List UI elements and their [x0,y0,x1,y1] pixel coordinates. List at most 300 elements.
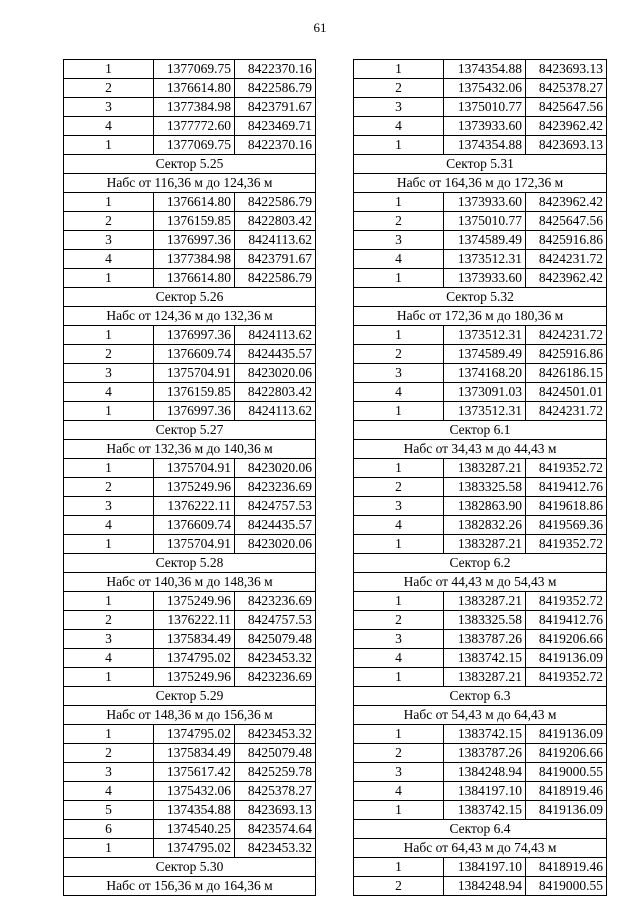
coord-x: 1375834.49 [154,744,235,763]
coord-y: 8424231.72 [526,402,607,421]
point-row [354,725,607,744]
point-row [354,497,607,516]
coord-x: 1375617.42 [154,763,235,782]
sector-title: Сектор 6.1 [354,421,607,440]
point-row [64,630,316,649]
point-number: 2 [354,744,444,763]
range-row [354,706,607,725]
coord-y: 8424113.62 [235,231,316,250]
point-row [64,117,316,136]
sector-row [354,687,607,706]
sector-row [354,421,607,440]
coord-x: 1375704.91 [154,535,235,554]
point-row [64,801,316,820]
point-number: 2 [64,79,154,98]
coord-y: 8422586.79 [235,79,316,98]
point-row [64,98,316,117]
coord-x: 1373933.60 [444,193,526,212]
point-number: 1 [354,269,444,288]
point-row [64,497,316,516]
coord-x: 1376609.74 [154,516,235,535]
height-range: Набс от 164,36 м до 172,36 м [354,174,607,193]
point-number: 3 [64,98,154,117]
height-range: Набс от 116,36 м до 124,36 м [64,174,316,193]
height-range: Набс от 64,43 м до 74,43 м [354,839,607,858]
point-row [354,402,607,421]
coord-x: 1377772.60 [154,117,235,136]
page-number: 61 [313,20,327,35]
point-number: 4 [354,383,444,402]
range-row [354,839,607,858]
point-number: 5 [64,801,154,820]
sector-title: Сектор 5.25 [64,155,316,174]
point-number: 1 [354,535,444,554]
point-row [354,649,607,668]
coord-x: 1375249.96 [154,592,235,611]
coord-x: 1376614.80 [154,269,235,288]
point-number: 3 [64,630,154,649]
coord-y: 8422370.16 [235,60,316,79]
coord-x: 1382863.90 [444,497,526,516]
point-row [64,79,316,98]
point-row [64,193,316,212]
point-row [354,60,607,79]
coord-y: 8423693.13 [526,60,607,79]
point-number: 1 [64,269,154,288]
point-row [64,212,316,231]
height-range: Набс от 124,36 м до 132,36 м [64,307,316,326]
coord-y: 8419618.86 [526,497,607,516]
coord-x: 1374795.02 [154,839,235,858]
point-row [64,611,316,630]
sector-row [354,820,607,839]
coord-x: 1375010.77 [444,98,526,117]
coord-x: 1374589.49 [444,231,526,250]
point-row [354,592,607,611]
coord-x: 1376997.36 [154,402,235,421]
point-row [354,193,607,212]
height-range: Набс от 148,36 м до 156,36 м [64,706,316,725]
coord-y: 8424757.53 [235,611,316,630]
coord-x: 1373512.31 [444,402,526,421]
coord-y: 8418919.46 [526,782,607,801]
coord-x: 1384248.94 [444,877,526,896]
coord-y: 8422586.79 [235,193,316,212]
sector-title: Сектор 5.32 [354,288,607,307]
sector-title: Сектор 6.2 [354,554,607,573]
point-row [354,630,607,649]
point-row [354,269,607,288]
coord-x: 1383742.15 [444,801,526,820]
point-row [64,478,316,497]
point-number: 1 [64,668,154,687]
coord-x: 1383325.58 [444,478,526,497]
coord-x: 1383287.21 [444,592,526,611]
coord-x: 1383742.15 [444,649,526,668]
point-row [354,136,607,155]
coord-x: 1373512.31 [444,250,526,269]
sector-row [64,554,316,573]
coord-y: 8422803.42 [235,212,316,231]
coord-y: 8423020.06 [235,364,316,383]
point-number: 4 [354,649,444,668]
coord-y: 8423236.69 [235,668,316,687]
coord-y: 8423236.69 [235,478,316,497]
height-range: Набс от 54,43 м до 64,43 м [354,706,607,725]
point-row [64,668,316,687]
point-row [354,250,607,269]
range-row [354,440,607,459]
coord-y: 8419569.36 [526,516,607,535]
point-number: 1 [354,459,444,478]
point-number: 3 [354,763,444,782]
coord-x: 1374354.88 [154,801,235,820]
point-number: 1 [354,725,444,744]
coord-y: 8419206.66 [526,630,607,649]
coord-y: 8426186.15 [526,364,607,383]
point-row [64,839,316,858]
point-number: 4 [64,250,154,269]
point-row [64,592,316,611]
coord-x: 1374589.49 [444,345,526,364]
coord-x: 1375704.91 [154,459,235,478]
coord-y: 8425259.78 [235,763,316,782]
coord-x: 1374540.25 [154,820,235,839]
coord-y: 8425378.27 [526,79,607,98]
coord-x: 1376222.11 [154,611,235,630]
coord-y: 8423693.13 [526,136,607,155]
range-row [354,174,607,193]
point-number: 1 [354,60,444,79]
coord-y: 8423020.06 [235,459,316,478]
coordinates-table-left-body [64,60,316,896]
coord-y: 8419352.72 [526,535,607,554]
point-row [354,535,607,554]
coord-x: 1377069.75 [154,136,235,155]
point-number: 3 [64,763,154,782]
point-number: 3 [64,364,154,383]
sector-row [354,554,607,573]
coord-x: 1377384.98 [154,98,235,117]
range-row [64,440,316,459]
point-number: 1 [64,402,154,421]
point-row [354,763,607,782]
coord-y: 8419412.76 [526,611,607,630]
point-number: 1 [354,592,444,611]
coord-x: 1375249.96 [154,478,235,497]
point-number: 3 [64,231,154,250]
range-row [354,573,607,592]
coordinates-table-right [353,59,607,896]
coord-y: 8419412.76 [526,478,607,497]
point-row [354,877,607,896]
point-number: 1 [354,326,444,345]
range-row [64,174,316,193]
coord-y: 8425916.86 [526,231,607,250]
coord-x: 1376997.36 [154,231,235,250]
coord-y: 8419136.09 [526,725,607,744]
coord-y: 8423693.13 [235,801,316,820]
point-row [354,383,607,402]
coord-y: 8418919.46 [526,858,607,877]
coord-x: 1374354.88 [444,60,526,79]
point-number: 2 [64,345,154,364]
coord-x: 1375834.49 [154,630,235,649]
point-number: 1 [64,193,154,212]
coord-y: 8425916.86 [526,345,607,364]
coord-y: 8424113.62 [235,326,316,345]
point-row [64,820,316,839]
point-number: 2 [354,212,444,231]
point-number: 1 [64,326,154,345]
sector-title: Сектор 5.29 [64,687,316,706]
coord-x: 1383287.21 [444,459,526,478]
coord-x: 1375704.91 [154,364,235,383]
point-row [64,535,316,554]
point-row [354,478,607,497]
point-number: 4 [354,250,444,269]
point-number: 4 [64,117,154,136]
coord-y: 8424757.53 [235,497,316,516]
sector-row [64,858,316,877]
point-number: 1 [354,858,444,877]
coord-x: 1383787.26 [444,744,526,763]
coord-y: 8425647.56 [526,98,607,117]
coord-x: 1376614.80 [154,193,235,212]
sector-title: Сектор 6.3 [354,687,607,706]
sector-row [64,288,316,307]
point-number: 1 [64,592,154,611]
point-number: 1 [64,459,154,478]
point-row [354,326,607,345]
point-row [64,250,316,269]
point-number: 4 [64,649,154,668]
point-row [64,459,316,478]
point-number: 4 [354,117,444,136]
point-row [354,611,607,630]
coord-y: 8423962.42 [526,269,607,288]
coord-y: 8425378.27 [235,782,316,801]
coord-x: 1383287.21 [444,668,526,687]
point-row [354,364,607,383]
point-number: 3 [354,364,444,383]
coord-x: 1373933.60 [444,269,526,288]
coord-x: 1383787.26 [444,630,526,649]
coord-y: 8423453.32 [235,839,316,858]
point-row [64,345,316,364]
point-row [64,269,316,288]
coord-y: 8425647.56 [526,212,607,231]
coord-x: 1376997.36 [154,326,235,345]
coord-x: 1376159.85 [154,212,235,231]
coord-y: 8423453.32 [235,725,316,744]
point-row [354,345,607,364]
coordinates-table-right-body [354,60,607,896]
sector-title: Сектор 5.30 [64,858,316,877]
coord-y: 8419352.72 [526,592,607,611]
point-number: 2 [64,611,154,630]
point-number: 2 [354,611,444,630]
sector-title: Сектор 5.26 [64,288,316,307]
point-row [64,136,316,155]
point-number: 4 [64,383,154,402]
coord-y: 8423453.32 [235,649,316,668]
point-row [64,516,316,535]
point-number: 1 [64,535,154,554]
coord-x: 1375010.77 [444,212,526,231]
range-row [64,307,316,326]
coord-x: 1382832.26 [444,516,526,535]
point-number: 3 [354,630,444,649]
coord-x: 1376222.11 [154,497,235,516]
point-number: 1 [354,801,444,820]
point-row [64,364,316,383]
point-row [64,725,316,744]
point-number: 1 [354,193,444,212]
point-row [64,782,316,801]
height-range: Набс от 132,36 м до 140,36 м [64,440,316,459]
coord-x: 1384248.94 [444,763,526,782]
point-row [354,459,607,478]
point-row [64,60,316,79]
point-row [64,383,316,402]
point-row [354,231,607,250]
coord-x: 1374795.02 [154,725,235,744]
point-row [354,212,607,231]
point-number: 3 [354,231,444,250]
coord-y: 8419136.09 [526,801,607,820]
coord-x: 1376159.85 [154,383,235,402]
coord-y: 8423469.71 [235,117,316,136]
sector-title: Сектор 5.27 [64,421,316,440]
coord-y: 8419136.09 [526,649,607,668]
sector-title: Сектор 5.31 [354,155,607,174]
coord-x: 1375432.06 [444,79,526,98]
coord-x: 1376614.80 [154,79,235,98]
point-number: 1 [64,839,154,858]
point-number: 1 [64,60,154,79]
height-range: Набс от 172,36 м до 180,36 м [354,307,607,326]
coord-x: 1374354.88 [444,136,526,155]
point-number: 3 [354,98,444,117]
coord-y: 8424435.57 [235,516,316,535]
coord-y: 8424501.01 [526,383,607,402]
coord-x: 1383287.21 [444,535,526,554]
point-number: 2 [354,345,444,364]
point-row [354,801,607,820]
point-row [64,402,316,421]
coord-y: 8422803.42 [235,383,316,402]
range-row [64,877,316,896]
coord-y: 8424113.62 [235,402,316,421]
point-number: 4 [354,516,444,535]
point-number: 3 [354,497,444,516]
point-row [354,79,607,98]
point-row [354,744,607,763]
point-number: 1 [354,402,444,421]
coord-x: 1377069.75 [154,60,235,79]
point-row [354,516,607,535]
point-row [64,649,316,668]
coord-y: 8423962.42 [526,193,607,212]
point-row [354,668,607,687]
point-row [354,117,607,136]
coordinates-table-left [63,59,316,896]
coord-x: 1377384.98 [154,250,235,269]
coord-x: 1383742.15 [444,725,526,744]
coord-y: 8424231.72 [526,326,607,345]
coord-y: 8424231.72 [526,250,607,269]
sector-row [354,155,607,174]
point-row [354,782,607,801]
sector-row [354,288,607,307]
coord-x: 1374168.20 [444,364,526,383]
point-number: 4 [64,782,154,801]
coord-y: 8419000.55 [526,877,607,896]
coord-y: 8423574.64 [235,820,316,839]
point-number: 2 [64,478,154,497]
coord-y: 8423791.67 [235,250,316,269]
sector-title: Сектор 5.28 [64,554,316,573]
sector-row [64,155,316,174]
height-range: Набс от 156,36 м до 164,36 м [64,877,316,896]
point-number: 2 [354,478,444,497]
coord-y: 8419000.55 [526,763,607,782]
coord-y: 8423236.69 [235,592,316,611]
coord-x: 1374795.02 [154,649,235,668]
range-row [64,706,316,725]
coord-y: 8419206.66 [526,744,607,763]
point-number: 2 [64,744,154,763]
point-number: 4 [354,782,444,801]
coord-x: 1376609.74 [154,345,235,364]
coord-y: 8424435.57 [235,345,316,364]
point-number: 2 [64,212,154,231]
coord-x: 1383325.58 [444,611,526,630]
height-range: Набс от 140,36 м до 148,36 м [64,573,316,592]
point-number: 3 [64,497,154,516]
coord-y: 8419352.72 [526,459,607,478]
point-number: 4 [64,516,154,535]
coord-y: 8425079.48 [235,744,316,763]
point-number: 2 [354,877,444,896]
coord-y: 8422370.16 [235,136,316,155]
coord-x: 1373933.60 [444,117,526,136]
sector-row [64,687,316,706]
sector-title: Сектор 6.4 [354,820,607,839]
point-number: 1 [354,136,444,155]
coord-x: 1373091.03 [444,383,526,402]
point-number: 1 [64,725,154,744]
point-row [64,744,316,763]
point-number: 2 [354,79,444,98]
coord-x: 1384197.10 [444,782,526,801]
coord-y: 8423791.67 [235,98,316,117]
coord-y: 8425079.48 [235,630,316,649]
range-row [64,573,316,592]
point-number: 1 [64,136,154,155]
point-row [354,98,607,117]
coord-x: 1384197.10 [444,858,526,877]
coord-x: 1375432.06 [154,782,235,801]
point-row [64,763,316,782]
point-number: 6 [64,820,154,839]
coord-x: 1373512.31 [444,326,526,345]
coord-y: 8423020.06 [235,535,316,554]
height-range: Набс от 44,43 м до 54,43 м [354,573,607,592]
sector-row [64,421,316,440]
point-row [64,326,316,345]
